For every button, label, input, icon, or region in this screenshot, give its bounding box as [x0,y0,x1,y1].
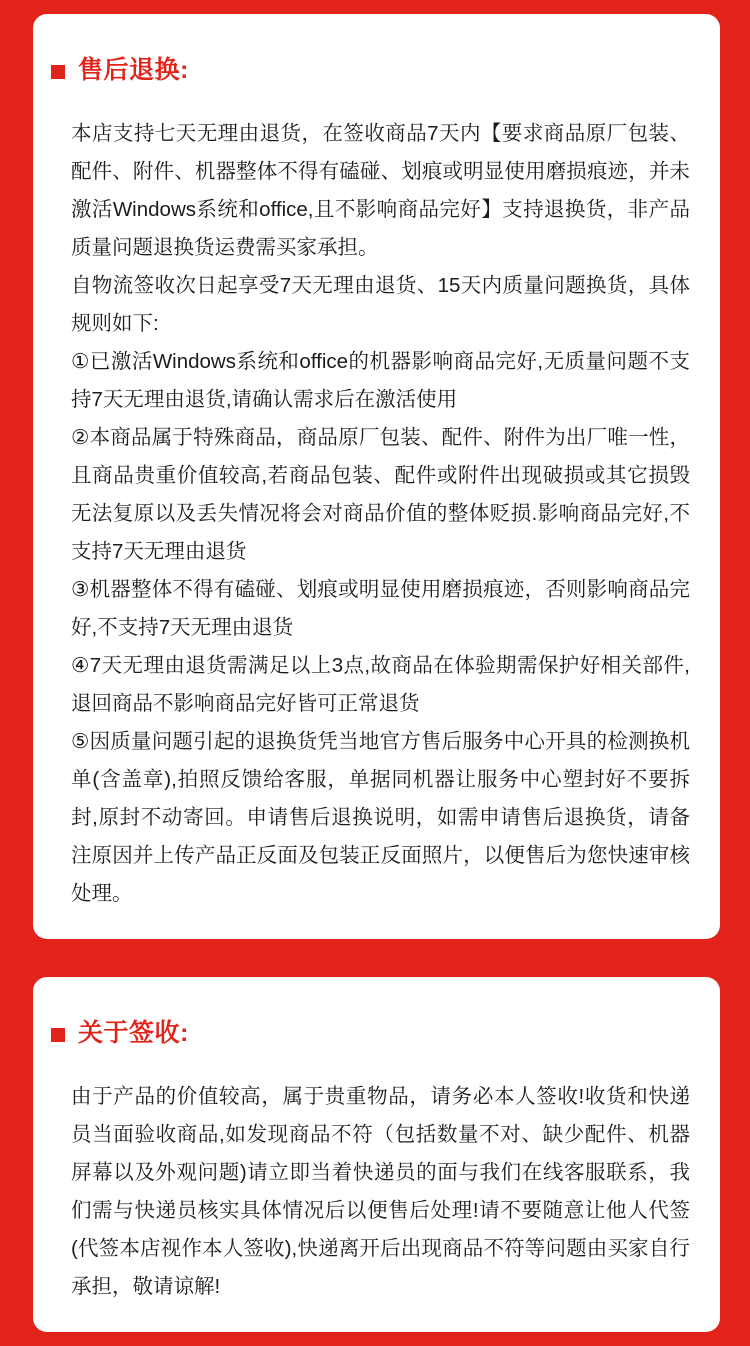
red-square-bullet-icon [51,1028,65,1042]
policy-paragraph: ②本商品属于特殊商品，商品原厂包装、配件、附件为出厂唯一性，且商品贵重价值较高,若商品包装、配件或附件出现破损或其它损毁无法复原以及丢失情况将会对商品价值的整体贬损.影响商品完好,不支持7天无理由退货 [71,426,690,563]
page-title: 关于签收: [78,1018,189,1047]
card-body [51,1078,692,1306]
card-header [51,999,692,1068]
page-title: 售后退换: [78,55,189,84]
policy-paragraph: ③机器整体不得有磕碰、划痕或明显使用磨损痕迹，否则影响商品完好,不支持7天无理由退货 [71,578,690,639]
card-header [51,36,692,105]
policy-paragraph: 由于产品的价值较高，属于贵重物品，请务必本人签收!收货和快递员当面验收商品,如发现商品不符（包括数量不对、缺少配件、机器屏幕以及外观问题)请立即当着快递员的面与我们在线客服联系，我们需与快递员核实具体情况后以便售后处理!请不要随意让他人代签(代签本店视作本人签收),快递离开后出现商品不符等问题由买家自行承担，敬请谅解! [71,1085,690,1298]
red-square-bullet-icon [51,65,65,79]
policy-paragraph: 本店支持七天无理由退货，在签收商品7天内【要求商品原厂包装、配件、附件、机器整体不得有磕碰、划痕或明显使用磨损痕迹，并未激活Windows系统和office,且不影响商品完好】支持退换货，非产品质量问题退换货运费需买家承担。 [71,122,690,259]
card-body [51,115,692,913]
policy-paragraph: ①已激活Windows系统和office的机器影响商品完好,无质量问题不支持7天无理由退货,请确认需求后在激活使用 [71,350,690,411]
after-sales-return-exchange-card [33,14,720,939]
policy-paragraph: ④7天无理由退货需满足以上3点,故商品在体验期需保护好相关部件,退回商品不影响商品完好皆可正常退货 [71,654,690,715]
about-signing-card [33,977,720,1332]
policy-paragraph: ⑤因质量问题引起的退换货凭当地官方售后服务中心开具的检测换机单(含盖章),拍照反馈给客服，单据同机器让服务中心塑封好不要拆封,原封不动寄回。申请售后退换说明，如需申请售后退换货，请备注原因并上传产品正反面及包装正反面照片，以便售后为您快速审核处理。 [71,730,690,905]
policy-paragraph: 自物流签收次日起享受7天无理由退货、15天内质量问题换货，具体规则如下: [71,274,690,335]
